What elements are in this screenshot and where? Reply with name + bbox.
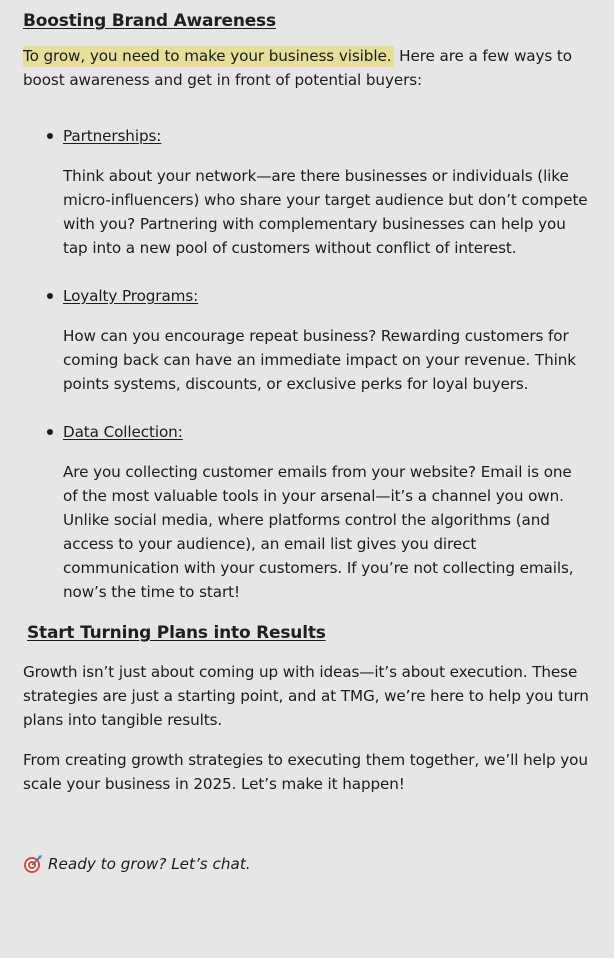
article-body bbox=[23, 8, 589, 876]
intro-rest-text: Here are a few ways to boost awareness and get in front of potential buyers: bbox=[23, 47, 572, 89]
bullet-icon bbox=[47, 429, 53, 435]
bullet-icon bbox=[47, 293, 53, 299]
bullet-icon bbox=[47, 133, 53, 139]
tip-body-loyalty: How can you encourage repeat business? Rewarding customers for coming back can have an immediate impact on your revenue. Think points systems, discounts, or exclusive perks for loyal buyers. bbox=[63, 327, 576, 393]
growth-paragraph: Growth isn’t just about coming up with ideas—it’s about execution. These strategies are just a starting point, and at TMG, we’re here to help you turn plans into tangible results. bbox=[23, 663, 589, 729]
tip-title-loyalty: Loyalty Programs: bbox=[63, 287, 199, 305]
tip-title-data-collection: Data Collection: bbox=[63, 423, 183, 441]
section-heading-brand-awareness: Boosting Brand Awareness bbox=[23, 11, 276, 31]
tip-body-data-collection: Are you collecting customer emails from your website? Email is one of the most valuable tools in your arsenal—it’s a channel you own. Unlike social media, where platforms control the algorithms (and access to your audience), an email list gives you direct communication with your customers. If you’re not collecting emails, now’s the time to start! bbox=[63, 463, 574, 601]
intro-paragraph bbox=[23, 44, 589, 92]
list-item bbox=[23, 420, 589, 604]
tip-body-partnerships: Think about your network—are there businesses or individuals (like micro-influencers) who share your target audience but don’t compete with you? Partnering with complementary businesses can help you tap into a new pool of customers without conflict of interest. bbox=[63, 167, 588, 257]
cta-line bbox=[23, 852, 589, 876]
tip-title-partnerships: Partnerships: bbox=[63, 127, 162, 145]
highlighted-text: To grow, you need to make your business visible. bbox=[23, 46, 394, 67]
section-heading-results: Start Turning Plans into Results bbox=[27, 623, 326, 643]
list-item bbox=[23, 284, 589, 396]
target-icon bbox=[23, 854, 43, 874]
list-item bbox=[23, 124, 589, 260]
tips-list bbox=[23, 124, 589, 604]
closing-paragraph: From creating growth strategies to executing them together, we’ll help you scale your business in 2025. Let’s make it happen! bbox=[23, 751, 588, 793]
cta-text: Ready to grow? Let’s chat. bbox=[48, 855, 251, 873]
